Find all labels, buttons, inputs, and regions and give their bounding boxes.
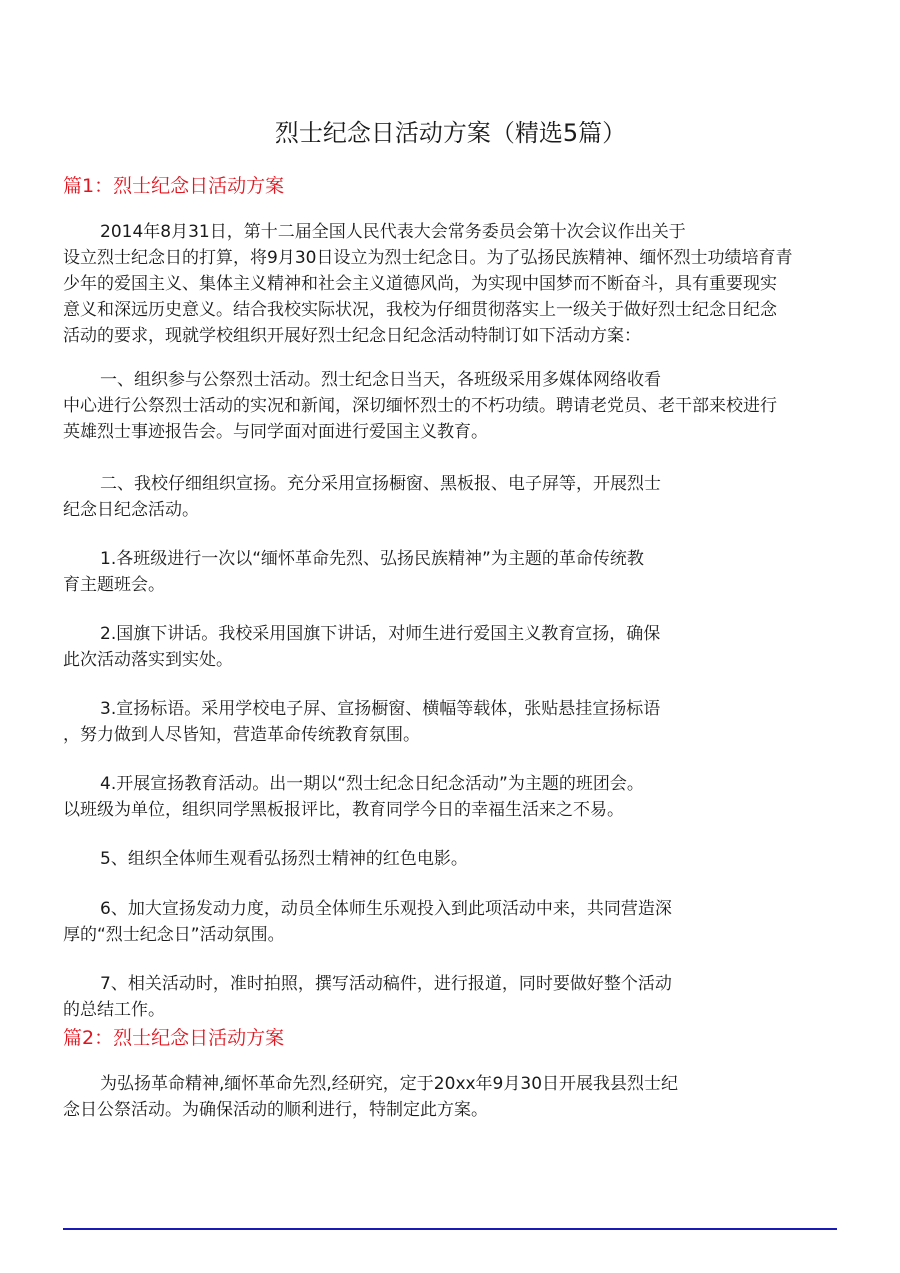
paragraph: [63, 219, 843, 349]
paragraph-line: 7、相关活动时，准时拍照，撰写活动稿件，进行报道，同时要做好整个活动: [100, 974, 672, 994]
paragraph-line: 英雄烈士事迹报告会。与同学面对面进行爱国主义教育。: [63, 422, 488, 442]
paragraph-line: 育主题班会。: [63, 575, 165, 595]
paragraph-line: 5、组织全体师生观看弘扬烈士精神的红色电影。: [100, 849, 468, 869]
paragraph: [63, 1071, 843, 1123]
footer-rule: [63, 1228, 837, 1230]
paragraph-line: 活动的要求，现就学校组织开展好烈士纪念日纪念活动特制订如下活动方案：: [63, 326, 641, 346]
paragraph-line: 6、加大宣扬发动力度，动员全体师生乐观投入到此项活动中来，共同营造深: [100, 899, 672, 919]
paragraph-line: 的总结工作。: [63, 1000, 165, 1020]
paragraph-line: 以班级为单位，组织同学黑板报评比，教育同学今日的幸福生活来之不易。: [63, 800, 624, 820]
paragraph-line: 3.宣扬标语。采用学校电子屏、宣扬橱窗、横幅等载体，张贴悬挂宣扬标语: [100, 699, 661, 719]
paragraph-line: 纪念日纪念活动。: [63, 500, 199, 520]
paragraph: [63, 471, 843, 523]
paragraph: [63, 846, 843, 872]
paragraph-line: 中心进行公祭烈士活动的实况和新闻，深切缅怀烈士的不朽功绩。聘请老党员、老干部来校进行: [63, 396, 777, 416]
paragraph-line: 厚的“烈士纪念日”活动氛围。: [63, 925, 285, 945]
paragraph: [63, 771, 843, 823]
paragraph-line: ，努力做到人尽皆知，营造革命传统教育氛围。: [63, 725, 420, 745]
paragraph: [63, 367, 843, 445]
paragraph-line: 一、组织参与公祭烈士活动。烈士纪念日当天，各班级采用多媒体网络收看: [100, 370, 661, 390]
paragraph: [63, 896, 843, 948]
paragraph-line: 二、我校仔细组织宣扬。充分采用宣扬橱窗、黑板报、电子屏等，开展烈士: [100, 474, 661, 494]
section-heading: 篇2：烈士纪念日活动方案: [63, 1027, 285, 1049]
section-heading: 篇1：烈士纪念日活动方案: [63, 175, 285, 197]
paragraph-line: 念日公祭活动。为确保活动的顺利进行，特制定此方案。: [63, 1100, 488, 1120]
paragraph-line: 4.开展宣扬教育活动。出一期以“烈士纪念日纪念活动”为主题的班团会。: [100, 774, 644, 794]
paragraph-line: 为弘扬革命精神,缅怀革命先烈,经研究，定于20xx年9月30日开展我县烈士纪: [100, 1074, 679, 1094]
paragraph-line: 此次活动落实到实处。: [63, 650, 233, 670]
paragraph-line: 2.国旗下讲话。我校采用国旗下讲话，对师生进行爱国主义教育宣扬，确保: [100, 624, 661, 644]
paragraph: [63, 971, 843, 1023]
paragraph-line: 1.各班级进行一次以“缅怀革命先烈、弘扬民族精神”为主题的革命传统教: [100, 549, 644, 569]
paragraph-line: 2014年8月31日，第十二届全国人民代表大会常务委员会第十次会议作出关于: [100, 222, 686, 242]
paragraph: [63, 696, 843, 748]
paragraph-line: 设立烈士纪念日的打算，将9月30日设立为烈士纪念日。为了弘扬民族精神、缅怀烈士功绩培育青: [63, 248, 793, 268]
document-title: 烈士纪念日活动方案（精选5篇）: [274, 119, 627, 147]
paragraph-line: 意义和深远历史意义。结合我校实际状况，我校为仔细贯彻落实上一级关于做好烈士纪念日纪念: [63, 300, 777, 320]
paragraph-line: 少年的爱国主义、集体主义精神和社会主义道德风尚，为实现中国梦而不断奋斗，具有重要现实: [63, 274, 777, 294]
paragraph: [63, 621, 843, 673]
paragraph: [63, 546, 843, 598]
